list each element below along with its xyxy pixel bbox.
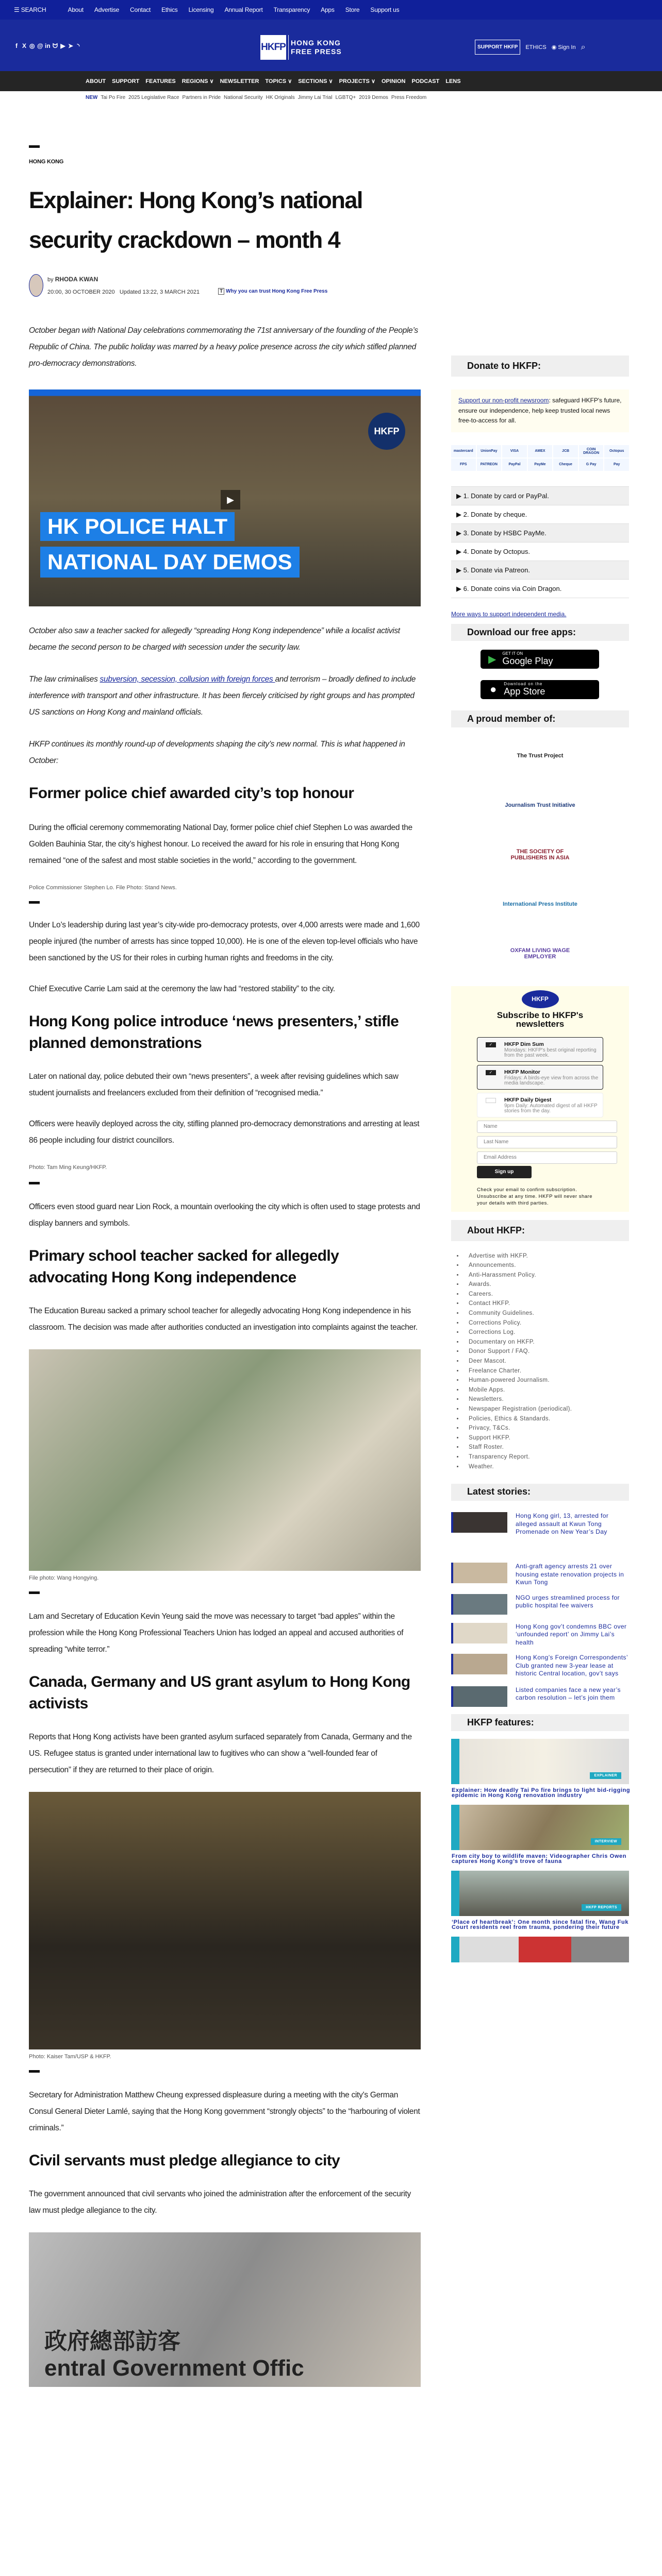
app-store-badge[interactable] — [481, 680, 599, 699]
about-link[interactable]: • Awards. — [464, 1280, 632, 1290]
about-link[interactable]: • Staff Roster. — [464, 1443, 632, 1452]
features-widget — [451, 1714, 632, 1962]
sign-in-link[interactable] — [552, 44, 576, 50]
about-link[interactable]: • Contact HKFP. — [464, 1299, 632, 1309]
support-text: : safeguard HKFP's future, ensure our independence, help keep trusted local news free-to-access for all. — [458, 397, 622, 424]
story-thumbnail[interactable] — [451, 1563, 507, 1583]
category-link[interactable]: HONG KONG — [29, 159, 64, 165]
name-input[interactable]: Name — [477, 1121, 617, 1133]
story-item[interactable] — [451, 1686, 632, 1707]
topbar-link[interactable]: Ethics — [161, 6, 178, 13]
topbar-link[interactable]: Licensing — [188, 6, 214, 13]
facebook-icon[interactable]: f — [15, 42, 18, 49]
story-item[interactable] — [451, 1594, 632, 1615]
photo-caption: File photo: Wang Hongying. — [29, 1575, 99, 1581]
payment-logo: Pay — [604, 459, 629, 471]
support-box — [451, 389, 629, 432]
by-label: by — [47, 277, 54, 283]
video-caption-line: HK POLICE HALT — [40, 512, 235, 541]
police-photo — [29, 1792, 421, 2049]
feature-title[interactable]: Explainer: How deadly Tai Po fire brings to light bid-rigging epidemic in Hong Kong renovation industry — [452, 1787, 631, 1799]
newsletter-option[interactable] — [477, 1093, 603, 1117]
google-play-icon: ▶ — [488, 653, 496, 665]
divider — [29, 1182, 40, 1184]
feature-item[interactable] — [451, 1871, 632, 1930]
about-links — [464, 1251, 632, 1472]
option-name: HKFP Dim Sum — [504, 1041, 544, 1047]
donate-widget — [451, 355, 632, 598]
donate-option[interactable]: ▶ 5. Donate via Patreon. — [451, 561, 629, 580]
tag-link[interactable]: Jimmy Lai Trial — [297, 94, 333, 100]
feature-item[interactable] — [451, 1739, 632, 1799]
option-desc: 9pm Daily: Automated digest of all HKFP stories from the day. — [504, 1103, 598, 1114]
member-logo[interactable]: The Trust Project — [517, 752, 564, 759]
feature-thumbnail[interactable] — [451, 1739, 629, 1784]
payment-logo: PayPal — [502, 459, 527, 471]
logo-line: HONG KONG — [291, 39, 341, 47]
payment-logo: Octopus — [604, 445, 629, 457]
text: The law criminalises — [29, 675, 100, 684]
nav-item[interactable]: REGIONS ∨ — [181, 78, 214, 84]
story-title[interactable]: Hong Kong girl, 13, arrested for alleged assault at Kwun Tong Promenade on New Year’s Day — [516, 1512, 609, 1536]
about-link[interactable]: • Anti-Harassment Policy. — [464, 1270, 632, 1280]
search-button[interactable]: ☰ SEARCH — [14, 6, 46, 13]
donate-option[interactable]: ▶ 6. Donate coins via Coin Dragon. — [451, 580, 629, 598]
widget-title: About HKFP: — [451, 1220, 629, 1241]
section-heading: Hong Kong police introduce ‘news presenters,’ stifle planned demonstrations — [29, 1013, 399, 1052]
paragraph: Reports that Hong Kong activists have been granted asylum surfaced separately from Canada, Germany and the US. Refugee status is granted under international law to fugitives who can show a “well-founded fear of persecution” if they are returned to their place of origin. — [29, 1733, 412, 1774]
threads-icon[interactable]: @ — [37, 42, 43, 49]
payment-logo: UnionPay — [477, 445, 502, 457]
trending-tags — [0, 91, 662, 104]
about-link[interactable]: • Freelance Charter. — [464, 1366, 632, 1376]
feature-title[interactable]: From city boy to wildlife maven: Videographer Chris Owen captures Hong Kong’s trove of fauna — [452, 1853, 627, 1865]
story-thumbnail[interactable] — [451, 1686, 507, 1707]
story-title[interactable]: Hong Kong gov’t condemns BBC over ‘unfounded report’ on Jimmy Lai’s health — [516, 1622, 627, 1646]
option-label: 1. Donate by card or PayPal. — [463, 492, 549, 500]
story-item[interactable] — [451, 1563, 632, 1587]
option-desc: Fridays: A birds-eye view from across the media landscape. — [504, 1075, 599, 1086]
about-link[interactable]: • Deer Mascot. — [464, 1357, 632, 1366]
nav-item[interactable]: NEWSLETTER — [220, 78, 259, 84]
story-title[interactable]: NGO urges streamlined process for public hospital fee waivers — [516, 1594, 620, 1609]
new-label: NEW — [86, 94, 98, 100]
member-logos — [451, 739, 629, 971]
option-label: 5. Donate via Patreon. — [463, 566, 530, 574]
story-item[interactable] — [451, 1623, 632, 1647]
paragraph: Chief Executive Carrie Lam said at the ceremony the law had “restored stability” to the city. — [29, 985, 335, 993]
tag-link[interactable]: 2025 Legislative Race — [128, 94, 179, 100]
search-icon[interactable]: ⌕ — [581, 42, 586, 52]
story-thumbnail[interactable] — [451, 1594, 507, 1615]
widget-title: Download our free apps: — [451, 624, 629, 641]
about-link[interactable]: • Privacy, T&Cs. — [464, 1423, 632, 1433]
security-law-link[interactable]: subversion, secession, collusion with foreign forces — [100, 675, 275, 684]
payment-logo: PayMe — [528, 459, 553, 471]
payment-logo: Cheque — [553, 459, 578, 471]
nav-item[interactable]: PROJECTS ∨ — [339, 78, 375, 84]
option-name: HKFP Monitor — [504, 1069, 540, 1075]
sign-in-label: Sign In — [558, 44, 576, 50]
option-name: HKFP Daily Digest — [504, 1096, 552, 1103]
intro-paragraph: October began with National Day celebrations commemorating the 71st anniversary of the founding of the People’s Republic of China. The public holiday was marred by a heavy police presence across the city which stifled planned pro-democracy demonstrations. — [29, 326, 418, 368]
newsletter-note: Check your email to confirm subscription. Unsubscribe at any time. HKFP will never share your details with third parties. — [477, 1187, 592, 1206]
sidebar — [451, 104, 632, 1962]
payment-logo: AMEX — [528, 445, 553, 457]
author-link[interactable]: RHODA KWAN — [55, 276, 98, 283]
section-heading: Former police chief awarded city’s top honour — [29, 785, 354, 802]
support-link[interactable]: Support our non-profit newsroom — [458, 397, 549, 404]
paragraph — [29, 671, 421, 721]
about-link[interactable]: • Announcements. — [464, 1261, 632, 1270]
photo-sign-text: 政府總部訪客 entral Government Offic — [44, 2329, 304, 2381]
apple-icon: ● — [490, 683, 497, 696]
rss-icon[interactable]: ◝ — [77, 42, 80, 49]
badge-small: Download on the — [504, 682, 543, 686]
badge-big: Google Play — [502, 656, 553, 666]
story-thumbnail[interactable] — [451, 1654, 507, 1674]
sign-up-button[interactable]: Sign up — [477, 1166, 532, 1178]
topbar-link[interactable]: Support us — [370, 6, 400, 13]
video-thumbnail[interactable] — [29, 389, 421, 606]
classroom-photo — [29, 1349, 421, 1571]
feature-thumbnail[interactable] — [451, 1937, 629, 1962]
section-heading: Canada, Germany and US grant asylum to Hong Kong activists — [29, 1673, 410, 1712]
payment-logo: JCB — [553, 445, 578, 457]
government-office-photo — [29, 2232, 421, 2387]
story-item[interactable] — [451, 1512, 632, 1554]
apps-widget — [451, 624, 632, 971]
section-heading: Civil servants must pledge allegiance to city — [29, 2152, 340, 2169]
about-link[interactable]: • Corrections Log. — [464, 1328, 632, 1337]
feature-badge: EXPLAINER — [590, 1772, 621, 1779]
donate-option[interactable]: ▶ 4. Donate by Octopus. — [451, 543, 629, 561]
badge-big: App Store — [504, 686, 545, 697]
option-label: 4. Donate by Octopus. — [463, 547, 530, 555]
tag-link[interactable]: 2019 Demos — [359, 94, 388, 100]
nav-item[interactable]: SECTIONS ∨ — [298, 78, 333, 84]
feature-thumbnail[interactable] — [451, 1871, 629, 1916]
topbar-link[interactable]: Annual Report — [224, 6, 263, 13]
feature-thumbnail[interactable] — [451, 1805, 629, 1850]
widget-title: HKFP features: — [451, 1714, 629, 1731]
about-link[interactable]: • Careers. — [464, 1290, 632, 1299]
nav-item[interactable]: ABOUT — [86, 78, 106, 84]
about-link[interactable]: • Support HKFP. — [464, 1433, 632, 1443]
trust-link[interactable] — [218, 289, 327, 294]
email-input[interactable]: Email Address — [477, 1151, 617, 1164]
feature-title[interactable]: ‘Place of heartbreak’: One month since fatal fire, Wang Fuk Court residents reel from trauma, pondering their future — [452, 1919, 629, 1931]
about-link[interactable]: • Weather. — [464, 1462, 632, 1472]
donate-option[interactable]: ▶ 1. Donate by card or PayPal. — [451, 487, 629, 505]
logo-line: FREE PRESS — [291, 47, 342, 56]
tag-link[interactable]: HK Originals — [266, 94, 295, 100]
option-label: 6. Donate coins via Coin Dragon. — [463, 584, 562, 592]
story-title[interactable]: Anti-graft agency arrests 21 over housing estate renovation projects in Kwun Tong — [516, 1563, 624, 1586]
paragraph: Officers even stood guard near Lion Rock, a mountain overlooking the city which is often used to stage protests and display banners and symbols. — [29, 1202, 420, 1228]
topbar-link[interactable]: Store — [345, 6, 360, 13]
about-link[interactable]: • Newsletters. — [464, 1395, 632, 1404]
nav-item[interactable]: LENS — [445, 78, 461, 84]
payment-methods — [451, 445, 629, 471]
member-logo[interactable]: OXFAM LIVING WAGE EMPLOYER — [510, 947, 570, 960]
paragraph: The government announced that civil servants who joined the administration after the enforcement of the security law must pledge allegiance to the city. — [29, 2190, 411, 2215]
social-links — [14, 42, 81, 49]
x-icon[interactable]: X — [22, 42, 26, 49]
google-play-badge[interactable] — [481, 650, 599, 669]
newsletter-option[interactable] — [477, 1037, 603, 1062]
feature-badge: HKFP REPORTS — [582, 1904, 621, 1911]
divider — [29, 145, 40, 148]
paragraph: Lam and Secretary of Education Kevin Yeung said the move was necessary to target “bad apples” within the profession while the Hong Kong Professional Teachers Union has lodged an appeal and accused authorities of spreading “white terror.” — [29, 1612, 404, 1654]
nav-item[interactable]: FEATURES — [145, 78, 176, 84]
about-link[interactable]: • Community Guidelines. — [464, 1309, 632, 1318]
nav-item[interactable]: PODCAST — [411, 78, 440, 84]
option-label: 3. Donate by HSBC PayMe. — [463, 529, 547, 537]
topbar-link[interactable]: Apps — [321, 6, 335, 13]
divider — [29, 901, 40, 904]
payment-logo: mastercard — [451, 445, 476, 457]
divider — [29, 2070, 40, 2073]
last-name-input[interactable]: Last Name — [477, 1136, 617, 1148]
about-link[interactable]: • Documentary on HKFP. — [464, 1337, 632, 1347]
user-icon: ◉ — [551, 44, 557, 50]
bluesky-icon[interactable]: ᗢ — [53, 42, 58, 49]
site-header — [0, 20, 662, 71]
tag-link[interactable]: Press Freedom — [391, 94, 427, 100]
about-widget — [451, 1220, 632, 1472]
newsletter-option[interactable] — [477, 1065, 603, 1090]
feature-badge: INTERVIEW — [591, 1838, 621, 1845]
search-label: SEARCH — [21, 6, 46, 13]
paragraph: HKFP continues its monthly round-up of developments shaping the city’s new normal. This is what happened in October: — [29, 740, 405, 765]
story-thumbnail[interactable] — [451, 1623, 507, 1643]
article-title: Explainer: Hong Kong’s national security crackdown – month 4 — [29, 187, 362, 253]
tag-link[interactable]: LGBTQ+ — [335, 94, 356, 100]
member-logo[interactable]: International Press Institute — [503, 901, 577, 907]
newsletter-title: Subscribe to HKFP's newsletters — [496, 1010, 584, 1029]
paragraph: Secretary for Administration Matthew Cheung expressed displeasure during a meeting with the city’s German Consul General Dieter Lamlé, saying that the Hong Kong government “strongly objects” to the “harbouring of violent criminals.” — [29, 2091, 420, 2132]
option-desc: Mondays: HKFP's best original reporting from the past week. — [504, 1047, 597, 1058]
top-utility-bar — [0, 0, 662, 20]
photo-caption: Police Commissioner Stephen Lo. File Photo: Stand News. — [29, 885, 177, 891]
checkbox-unchecked[interactable] — [486, 1098, 496, 1103]
about-link[interactable]: • Policies, Ethics & Standards. — [464, 1414, 632, 1424]
publish-date: 20:00, 30 OCTOBER 2020 — [47, 289, 115, 295]
payment-logo: VISA — [502, 445, 527, 457]
ethics-link[interactable]: ETHICS — [525, 44, 547, 50]
paragraph: October also saw a teacher sacked for allegedly “spreading Hong Kong independence” while a localist activist became the second person to be charged with secession under the security law. — [29, 626, 400, 652]
payment-logo: FPS — [451, 459, 476, 471]
tag-link[interactable]: Tai Po Fire — [101, 94, 126, 100]
play-icon[interactable]: ▶ — [221, 490, 240, 510]
logo-mark: HKFP — [260, 35, 286, 60]
about-link[interactable]: • Advertise with HKFP. — [464, 1251, 632, 1261]
topbar-link[interactable]: Contact — [130, 6, 151, 13]
trust-project-icon: T — [218, 288, 224, 295]
story-thumbnail[interactable] — [451, 1512, 507, 1533]
paragraph: Under Lo’s leadership during last year’s city-wide pro-democracy protests, over 4,000 arrests were made and 1,600 people injured (the number of arrests has since topped 10,000). He is one of the eleven top-level officials who have been sanctioned by the US for their roles in curbing human rights and freedoms in the city. — [29, 921, 420, 962]
option-label: 2. Donate by cheque. — [463, 510, 527, 518]
about-link[interactable]: • Mobile Apps. — [464, 1385, 632, 1395]
member-logo[interactable]: Journalism Trust Initiative — [505, 802, 575, 808]
about-link[interactable]: • Newspaper Registration (periodical). — [464, 1404, 632, 1414]
checkbox-checked[interactable]: ✓ — [486, 1070, 496, 1075]
support-hkfp-button[interactable]: SUPPORT HKFP — [475, 40, 520, 55]
divider — [29, 1591, 40, 1594]
video-caption-line: NATIONAL DAY DEMOS — [40, 547, 300, 578]
topbar-link[interactable]: Transparency — [273, 6, 310, 13]
about-link[interactable]: • Corrections Policy. — [464, 1318, 632, 1328]
feature-item[interactable] — [451, 1805, 632, 1865]
tag-link[interactable]: National Security — [224, 94, 263, 100]
payment-logo: COIN DRAGON — [579, 445, 604, 457]
main-nav — [0, 71, 662, 91]
donate-option[interactable]: ▶ 3. Donate by HSBC PayMe. — [451, 524, 629, 543]
widget-title: Latest stories: — [451, 1484, 629, 1501]
topbar-link[interactable]: About — [68, 6, 84, 13]
nav-item[interactable]: TOPICS ∨ — [265, 78, 292, 84]
site-logo[interactable] — [260, 35, 342, 60]
donate-option[interactable]: ▶ 2. Donate by cheque. — [451, 505, 629, 524]
paragraph: The Education Bureau sacked a primary school teacher for allegedly advocating Hong Kong independence in his classroom. The decision was made after authorities conducted an investigation into complaints against the teacher. — [29, 1307, 418, 1332]
youtube-icon[interactable]: ▶ — [60, 42, 65, 49]
section-heading: Primary school teacher sacked for allegedly advocating Hong Kong independence — [29, 1247, 339, 1286]
badge-small: GET IT ON — [502, 651, 523, 656]
payment-logo: PATREON — [477, 459, 502, 471]
tag-link[interactable]: Partners in Pride — [182, 94, 221, 100]
widget-title: Donate to HKFP: — [451, 355, 629, 377]
paragraph: Later on national day, police debuted their own “news presenters”, a week after revising guidelines which saw student journalists and freelancers excluded from their definition of “recognised media.” — [29, 1072, 399, 1097]
checkbox-checked[interactable]: ✓ — [486, 1042, 496, 1047]
about-link[interactable]: • Transparency Report. — [464, 1452, 632, 1462]
updated-date: Updated 13:22, 3 MARCH 2021 — [119, 289, 200, 295]
nav-item[interactable]: SUPPORT — [112, 78, 140, 84]
newsletter-widget — [451, 986, 632, 1212]
article — [29, 104, 436, 2387]
photo-caption: Photo: Tam Ming Keung/HKFP. — [29, 1164, 107, 1171]
paragraph: Officers were heavily deployed across the city, stifling planned pro-democracy demonstrations and arresting at least 86 people including four district councillors. — [29, 1120, 420, 1145]
payment-logo: G Pay — [579, 459, 604, 471]
video-hkfp-logo: HKFP — [368, 413, 405, 450]
topbar-link[interactable]: Advertise — [94, 6, 120, 13]
text: and terrorism – broadly defined to include interference with transport and other infrastructure. It has been fiercely criticised by right groups and has prompted US sanctions on Hong Kong and mainland officials. — [29, 675, 416, 717]
nav-item[interactable]: OPINION — [382, 78, 406, 84]
author-avatar — [29, 274, 43, 297]
instagram-icon[interactable]: ◎ — [29, 42, 35, 49]
photo-caption: Photo: Kaiser Tam/USP & HKFP. — [29, 2054, 111, 2060]
paragraph: During the official ceremony commemorating National Day, former police chief chief Stephen Lo was awarded the Golden Bauhinia Star, the city’s highest honour. Lo received the award for his role in ensuring that Hong Kong remained “one of the safest and most stable societies in the world,” according to the government. — [29, 823, 412, 865]
linkedin-icon[interactable]: in — [45, 42, 51, 49]
story-title[interactable]: Listed companies face a new year’s carbon resolution – let’s join them — [516, 1686, 621, 1702]
about-link[interactable]: • Human-powered Journalism. — [464, 1376, 632, 1385]
widget-title: A proud member of: — [451, 710, 629, 727]
hkfp-logo: HKFP — [522, 990, 559, 1008]
member-logo[interactable]: THE SOCIETY OF PUBLISHERS IN ASIA — [510, 848, 570, 861]
latest-stories-widget — [451, 1484, 632, 1707]
about-link[interactable]: • Donor Support / FAQ. — [464, 1347, 632, 1357]
story-title[interactable]: Hong Kong’s Foreign Correspondents’ Club granted new 3-year lease at historic Central location, gov’t says — [516, 1654, 628, 1677]
donate-options — [451, 486, 629, 598]
story-item[interactable] — [451, 1654, 632, 1678]
telegram-icon[interactable]: ➤ — [68, 42, 74, 49]
more-ways-link[interactable]: More ways to support independent media. — [451, 610, 567, 618]
trust-label: Why you can trust Hong Kong Free Press — [226, 288, 328, 294]
